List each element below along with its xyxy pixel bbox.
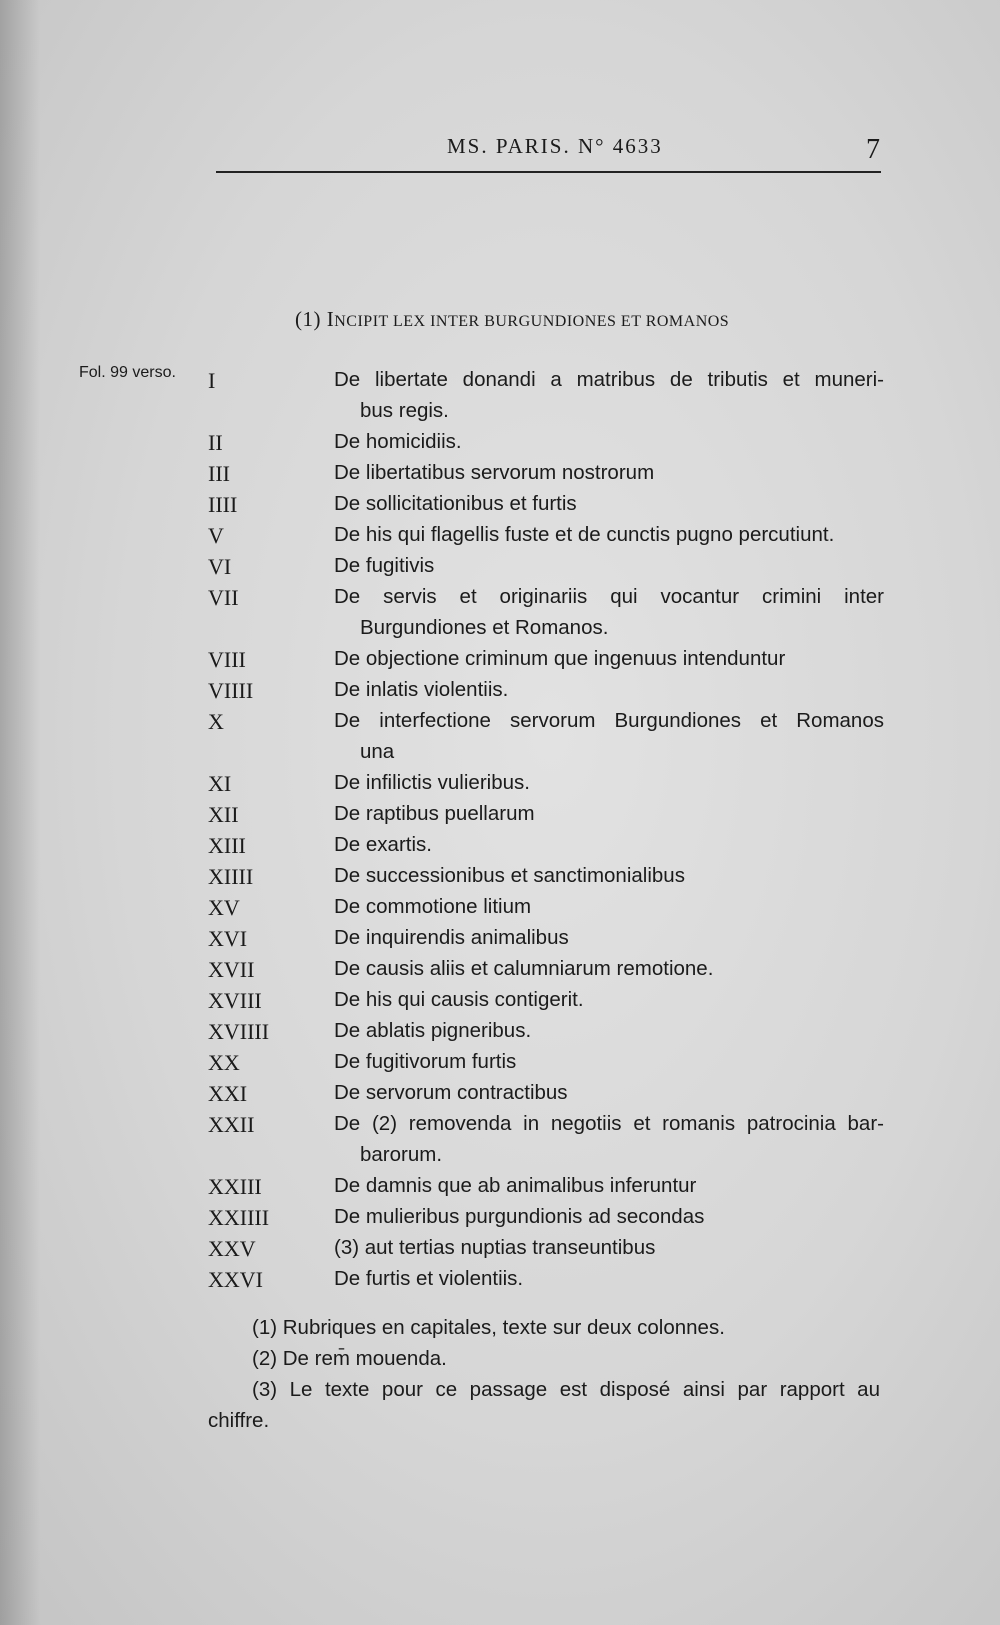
rubric-text: De successionibus et sanctimonialibus — [334, 864, 685, 887]
rubric-text: (3) aut tertias nuptias transeuntibus — [334, 1236, 656, 1259]
rubric-text: De mulieribus purgundionis ad secondas — [334, 1205, 705, 1228]
rubric-entry — [0, 368, 1000, 422]
rubric-entry — [0, 647, 1000, 679]
rubric-continuation: Burgundiones et Romanos. — [360, 616, 609, 639]
rubric-number: VIII — [208, 647, 246, 672]
rubric-number: XXIIII — [208, 1205, 270, 1230]
rubric-continuation: barorum. — [360, 1143, 443, 1166]
rubric-text: De fugitivis — [334, 554, 435, 577]
margin-note: Fol. 99 verso. — [79, 364, 176, 381]
rubric-text: De infilictis vulieribus. — [334, 771, 530, 794]
rubric-number: XXVI — [208, 1267, 263, 1292]
rubric-text: De servis et originariis qui vocantur crimini inter — [334, 585, 884, 608]
rubric-number: XIIII — [208, 864, 254, 889]
footnote-line: chiffre. — [208, 1409, 270, 1432]
rubric-entry — [0, 864, 1000, 896]
footnote-line: (1) Rubriques en capitales, texte sur deux colonnes. — [252, 1316, 725, 1339]
rubric-entry — [0, 1174, 1000, 1206]
rubric-number: XII — [208, 802, 239, 827]
section-heading: (1) INCIPIT LEX INTER BURGUNDIONES ET ROMANOS — [295, 307, 730, 331]
rubric-text: De inquirendis animalibus — [334, 926, 569, 949]
rubric-number: XXI — [208, 1081, 248, 1106]
rubric-entry — [0, 1050, 1000, 1082]
rubric-entry — [0, 895, 1000, 927]
rubric-entry — [0, 554, 1000, 586]
rubric-text: De his qui causis contigerit. — [334, 988, 584, 1011]
rubric-entry — [0, 430, 1000, 462]
rubric-number: XVI — [208, 926, 248, 951]
rubric-number: XV — [208, 895, 240, 920]
rubric-text: De raptibus puellarum — [334, 802, 535, 825]
rubric-number: VIIII — [208, 678, 254, 703]
rubric-continuation: una — [360, 740, 395, 763]
rubric-number: III — [208, 461, 230, 486]
rubric-number: XVII — [208, 957, 255, 982]
rubric-number: XI — [208, 771, 232, 796]
rubric-text: De exartis. — [334, 833, 432, 856]
rubric-number: XIII — [208, 833, 246, 858]
rubric-entry — [0, 833, 1000, 865]
rubric-continuation: bus regis. — [360, 399, 449, 422]
header-rule — [216, 171, 881, 173]
rubric-entry — [0, 1112, 1000, 1166]
rubric-entry — [0, 678, 1000, 710]
running-title: MS. PARIS. N° 4633 — [447, 134, 663, 158]
rubric-number: XXIII — [208, 1174, 262, 1199]
rubric-number: IIII — [208, 492, 238, 517]
rubric-number: XVIIII — [208, 1019, 270, 1044]
rubric-number: I — [208, 368, 216, 393]
rubric-number: V — [208, 523, 224, 548]
rubric-number: II — [208, 430, 223, 455]
rubric-entry — [0, 1205, 1000, 1237]
rubric-number: XXV — [208, 1236, 256, 1261]
rubric-entry — [0, 957, 1000, 989]
rubric-text: De libertatibus servorum nostrorum — [334, 461, 655, 484]
rubric-text: De commotione litium — [334, 895, 532, 918]
rubric-number: X — [208, 709, 224, 734]
rubric-number: VI — [208, 554, 232, 579]
rubric-text: De ablatis pigneribus. — [334, 1019, 532, 1042]
rubric-number: XXII — [208, 1112, 255, 1137]
rubric-number: VII — [208, 585, 239, 610]
rubric-entry — [0, 585, 1000, 639]
rubric-text: De homicidiis. — [334, 430, 462, 453]
rubric-text: De objectione criminum que ingenuus intenduntur — [334, 647, 786, 670]
rubric-entry — [0, 1236, 1000, 1268]
rubric-text: De fugitivorum furtis — [334, 1050, 517, 1073]
rubric-entry — [0, 926, 1000, 958]
rubric-text: De inlatis violentiis. — [334, 678, 509, 701]
rubric-entry — [0, 1019, 1000, 1051]
rubric-text: De interfectione servorum Burgundiones et Romanos — [334, 709, 884, 732]
rubric-entry — [0, 771, 1000, 803]
rubric-entry — [0, 1267, 1000, 1299]
rubric-number: XX — [208, 1050, 240, 1075]
rubric-text: De servorum contractibus — [334, 1081, 568, 1104]
rubric-text: De his qui flagellis fuste et de cunctis pugno percutiunt. — [334, 523, 835, 546]
rubric-entry — [0, 461, 1000, 493]
rubric-entry — [0, 709, 1000, 763]
rubric-number: XVIII — [208, 988, 262, 1013]
rubric-entry — [0, 802, 1000, 834]
rubric-text: De libertate donandi a matribus de tributis et muneri- — [334, 368, 884, 391]
rubric-text: De (2) removenda in negotiis et romanis patrocinia bar- — [334, 1112, 884, 1135]
rubric-text: De sollicitationibus et furtis — [334, 492, 577, 515]
footnote-line: (2) De rem̄ mouenda. — [252, 1347, 447, 1370]
footnote-line: (3) Le texte pour ce passage est disposé ainsi par rapport au — [252, 1378, 880, 1401]
rubric-text: De damnis que ab animalibus inferuntur — [334, 1174, 697, 1197]
rubric-entry — [0, 492, 1000, 524]
page-number: 7 — [866, 134, 880, 165]
rubric-entry — [0, 988, 1000, 1020]
rubric-entry — [0, 1081, 1000, 1113]
rubric-text: De furtis et violentiis. — [334, 1267, 524, 1290]
rubric-text: De causis aliis et calumniarum remotione. — [334, 957, 714, 980]
rubric-entry — [0, 523, 1000, 555]
